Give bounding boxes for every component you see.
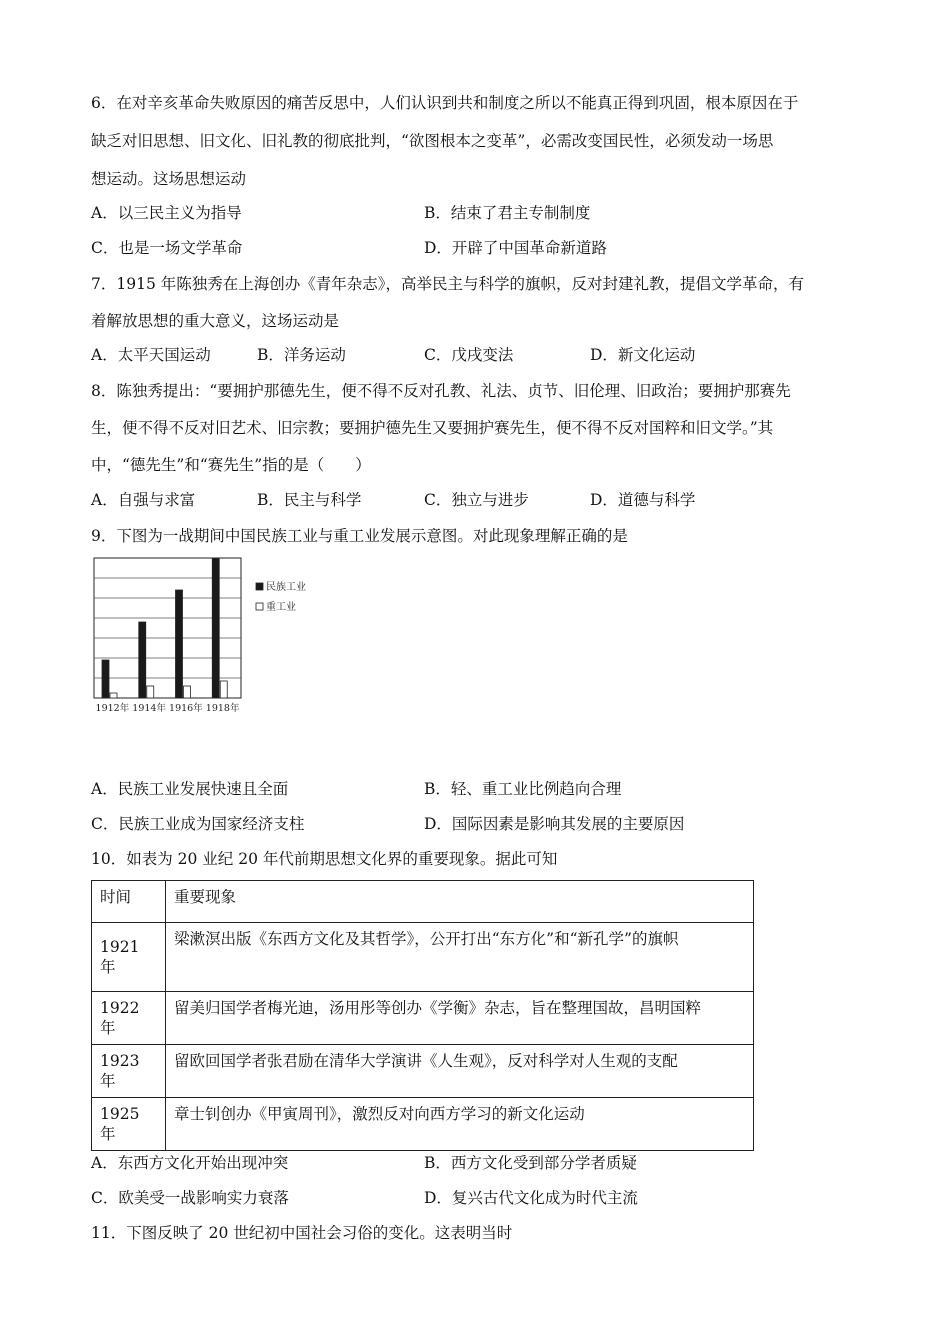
q7-option-d: D．新文化运动 [590, 346, 696, 364]
row-time: 1923 年 [92, 1045, 166, 1098]
x-tick-label: 1914年 [132, 703, 166, 714]
q11-stem: 11．下图反映了 20 世纪初中国社会习俗的变化。这表明当时 [91, 1224, 513, 1242]
q7-stem-line1: 7．1915 年陈独秀在上海创办《青年杂志》，高举民主与科学的旗帜，反对封建礼教，提倡文学革命，有 [91, 275, 804, 293]
q6-option-c: C．也是一场文学革命 [91, 239, 243, 257]
bar-heavy-industry [220, 681, 227, 698]
q10-stem: 10．如表为 20 业纪 20 年代前期思想文化界的重要现象。据此可知 [91, 850, 558, 868]
row-phenomenon: 梁漱溟出版《东西方文化及其哲学》，公开打出“东方化”和“新孔学”的旗帜 [166, 923, 754, 992]
q8-stem-line1: 8．陈独秀提出：“要拥护那德先生，便不得不反对孔教、礼法、贞节、旧伦理、旧政治；要拥护那赛先 [91, 382, 791, 400]
table-row [92, 992, 754, 1045]
legend-swatch [256, 583, 263, 590]
legend-label: 民族工业 [266, 582, 306, 593]
q8-stem-line3: 中，“德先生”和“赛先生”指的是（ ） [91, 456, 371, 474]
row-phenomenon: 留欧回国学者张君励在清华大学演讲《人生观》，反对科学对人生观的支配 [166, 1045, 754, 1098]
row-time: 1922 年 [92, 992, 166, 1045]
q8-stem-line2: 生，便不得不反对旧艺术、旧宗教；要拥护德先生又要拥护赛先生，便不得不反对国粹和旧文学。”其 [91, 419, 774, 437]
bar-heavy-industry [184, 686, 191, 698]
q6-option-a: A．以三民主义为指导 [91, 204, 242, 222]
q6-stem-line2: 缺乏对旧思想、旧文化、旧礼教的彻底批判，“欲图根本之变革”，必需改变国民性，必须发动一场思 [91, 132, 774, 150]
x-tick-label: 1912年 [95, 703, 130, 714]
q9-option-b: B．轻、重工业比例趋向合理 [424, 780, 622, 798]
header-time: 时间 [92, 881, 166, 923]
table-row [92, 923, 754, 992]
q7-option-a: A．太平天国运动 [91, 346, 211, 364]
q8-option-a: A．自强与求富 [91, 491, 196, 509]
chart-x-labels [96, 702, 240, 714]
q8-option-c: C．独立与进步 [424, 491, 529, 509]
bar-national-industry [176, 590, 183, 698]
q6-option-b: B．结束了君主专制制度 [424, 204, 591, 222]
bar-heavy-industry [147, 686, 154, 698]
q9-stem: 9．下图为一战期间中国民族工业与重工业发展示意图。对此现象理解正确的是 [91, 527, 628, 545]
q10-option-c: C．欧美受一战影响实力衰落 [91, 1189, 289, 1207]
row-phenomenon: 留美归国学者梅光迪，汤用彤等创办《学衡》杂志，旨在整理国故，昌明国粹 [166, 992, 754, 1045]
q9-option-d: D．国际因素是影响其发展的主要原因 [424, 815, 685, 833]
x-tick-label: 1916年 [169, 703, 203, 714]
chart-legend [256, 580, 306, 613]
q7-option-b: B．洋务运动 [257, 346, 346, 364]
row-time: 1925 年 [92, 1098, 166, 1151]
row-time: 1921 年 [92, 923, 166, 992]
table-row [92, 1098, 754, 1151]
q9-option-a: A．民族工业发展快速且全面 [91, 780, 289, 798]
bar-national-industry [139, 622, 146, 698]
q10-option-b: B．西方文化受到部分学者质疑 [424, 1154, 637, 1172]
q9-option-c: C．民族工业成为国家经济支柱 [91, 815, 305, 833]
table-row [92, 1045, 754, 1098]
x-tick-label: 1918年 [205, 703, 240, 714]
q6-option-d: D．开辟了中国革命新道路 [424, 239, 607, 257]
bar-heavy-industry [110, 693, 117, 698]
legend-label: 重工业 [266, 602, 296, 613]
q8-option-d: D．道德与科学 [590, 491, 696, 509]
q7-option-c: C．戊戌变法 [424, 346, 514, 364]
phenomena-table [91, 880, 754, 1151]
q6-stem-line1: 6．在对辛亥革命失败原因的痛苦反思中，人们认识到共和制度之所以不能真正得到巩固，根本原因在于 [91, 94, 799, 112]
industry-bar-chart [92, 555, 322, 715]
table-header-row [92, 881, 754, 923]
bar-national-industry [212, 558, 219, 698]
row-phenomenon: 章士钊创办《甲寅周刊》，激烈反对向西方学习的新文化运动 [166, 1098, 754, 1151]
legend-swatch [256, 603, 263, 610]
q8-option-b: B．民主与科学 [257, 491, 362, 509]
bar-national-industry [102, 660, 109, 698]
q6-stem-line3: 想运动。这场思想运动 [91, 170, 247, 188]
chart-bars [102, 558, 227, 698]
q10-option-d: D．复兴古代文化成为时代主流 [424, 1189, 638, 1207]
q7-stem-line2: 着解放思想的重大意义，这场运动是 [91, 312, 340, 330]
header-phenomenon: 重要现象 [166, 881, 754, 923]
q10-option-a: A．东西方文化开始出现冲突 [91, 1154, 289, 1172]
